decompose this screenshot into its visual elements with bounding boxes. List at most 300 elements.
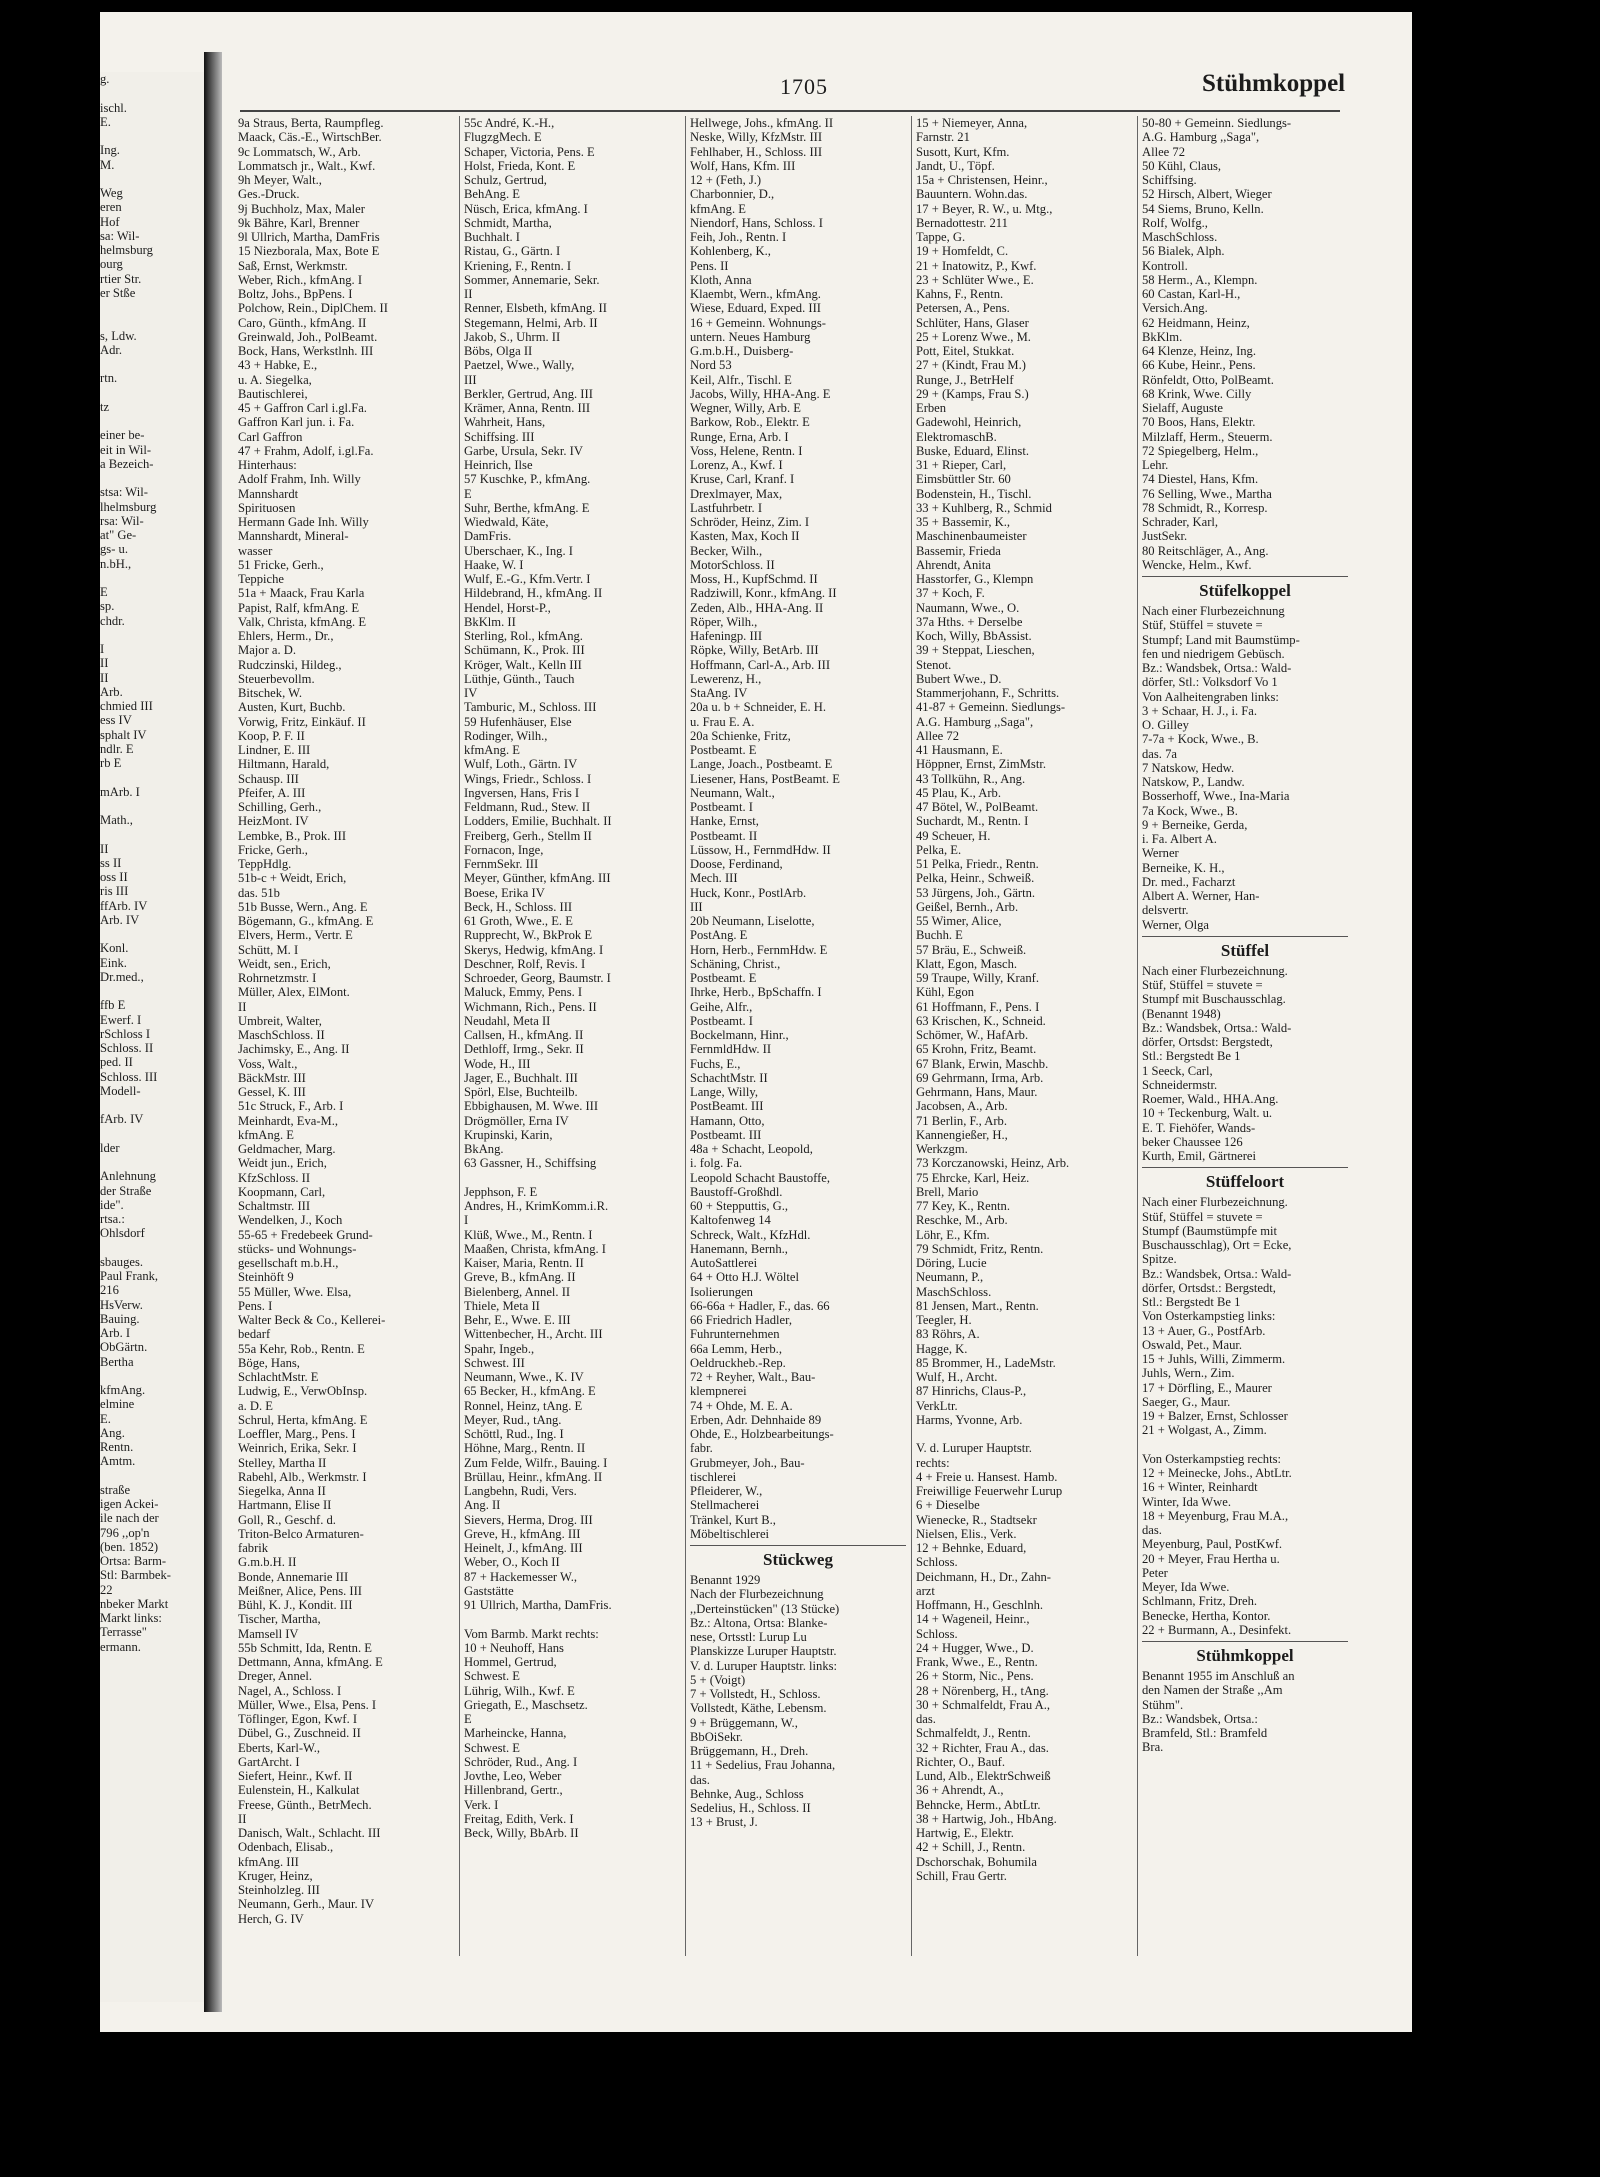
entry-line: Postbeamt. I (690, 800, 753, 814)
entry-line: Mech. III (690, 871, 738, 886)
left-fragment-line: eren (100, 200, 122, 215)
entry-line: 53 Jürgens, Joh., Gärtn. (916, 885, 1036, 900)
entry-line: Voss, Helene, Rentn. I (690, 443, 803, 458)
left-fragment-line: Terrasse" (100, 1625, 147, 1640)
entry-line: 15 + Niemeyer, Anna, (916, 116, 1028, 130)
entry-line: Bitschek, W. (238, 686, 303, 700)
entry-line: A.G. Hamburg ,,Saga", (916, 714, 1034, 729)
entry-line: Kannengießer, H., (916, 1127, 1008, 1142)
entry-line: Schill, Frau Gertr. (916, 1868, 1007, 1883)
entry-line: Natskow, P., Landw. (1142, 775, 1245, 789)
entry-line: Liesener, Hans, PostBeamt. E (690, 771, 840, 786)
entry-line: 39 + Steppat, Lieschen, (916, 643, 1035, 658)
entry-line: Grubmeyer, Joh., Bau- (690, 1455, 805, 1470)
entry-line: 26 + Storm, Nic., Pens. (916, 1669, 1034, 1684)
left-fragment-line (100, 984, 212, 998)
entry-line: 55a Kehr, Rob., Rentn. E (238, 1341, 365, 1356)
entry-line: Stumpf mit Buschausschlag. (1142, 992, 1286, 1007)
entry-line: Voss, Walt., (238, 1056, 298, 1071)
entry-line: II (464, 287, 473, 301)
entry-line: Möbeltischlerei (690, 1526, 770, 1541)
entry-line: Nagel, A., Schloss. I (238, 1683, 342, 1698)
entry-line: Zeden, Alb., HHA-Ang. II (690, 600, 824, 615)
entry-line: E (464, 1712, 472, 1726)
entry-line: Hellwege, Johs., kfmAng. II (690, 116, 834, 130)
entry-line: Odenbach, Elisab., (238, 1840, 334, 1855)
entry-line: Heinrich, Ilse (464, 458, 533, 472)
left-fragment-line: Ang. (100, 1425, 125, 1440)
entry-line: Verk. I (464, 1797, 499, 1812)
entry-line: 45 + Gaffron Carl i.gl.Fa. (238, 401, 367, 415)
left-fragment-line: lder (100, 1140, 120, 1155)
entry-line: Beck, Willy, BbArb. II (464, 1826, 579, 1840)
entry-line: Ingversen, Hans, Fris I (464, 785, 580, 800)
entry-line: Sommer, Annemarie, Sekr. (464, 272, 600, 287)
entry-line: Stammerjohann, F., Schritts. (916, 686, 1060, 700)
entry-line: Buschausschlag), Ort = Ecke, (1142, 1238, 1292, 1252)
column-2 (464, 116, 680, 1956)
entry-line: Erben (916, 401, 947, 415)
entry-line: 50-80 + Gemeinn. Siedlungs- (1142, 116, 1292, 130)
entry-line: klempnerei (690, 1384, 747, 1399)
entry-line: Werner, Olga (1142, 917, 1210, 932)
entry-line: Bielenberg, Annel. II (464, 1284, 571, 1299)
left-fragment-line: Rentn. (100, 1440, 134, 1454)
left-fragment-line: eit in Wil- (100, 442, 152, 457)
entry-line: Suhr, Berthe, kfmAng. E (464, 500, 590, 515)
entry-line: Hermann Gade Inh. Willy (238, 515, 369, 529)
entry-line: Weber, O., Koch II (464, 1555, 560, 1570)
left-fragment-line: Weg (100, 186, 123, 200)
entry-line: 71 Berlin, F., Arb. (916, 1113, 1007, 1128)
entry-line: 28 + Nörenberg, H., tAng. (916, 1683, 1049, 1698)
entry-line: Berkler, Gertrud, Ang. III (464, 386, 593, 401)
entry-line: Werner (1142, 846, 1179, 861)
entry-line: Buske, Eduard, Elinst. (916, 443, 1029, 458)
left-fragment-line: nbeker Markt (100, 1596, 169, 1611)
entry-line: Neumann, P., (916, 1270, 984, 1285)
entry-line: Charbonnier, D., (690, 187, 775, 202)
entry-line: 51b-c + Weidt, Erich, (238, 871, 347, 886)
entry-line: Sievers, Herma, Drog. III (464, 1512, 593, 1527)
entry-line: 51 Pelka, Friedr., Rentn. (916, 857, 1039, 871)
entry-line: Behr, E., Wwe. E. III (464, 1313, 571, 1327)
entry-line: Freiwillige Feuerwehr Lurup (916, 1484, 1063, 1498)
entry-line: Neumann, Wwe., K. IV (464, 1370, 584, 1384)
entry-line: 83 Röhrs, A. (916, 1327, 980, 1342)
entry-line: Koopmann, Carl, (238, 1184, 326, 1199)
entry-line: 31 + Rieper, Carl, (916, 458, 1007, 472)
entry-line: 63 Krischen, K., Schneid. (916, 1013, 1046, 1028)
entry-line: 43 Tollkühn, R., Ang. (916, 771, 1026, 786)
left-fragment-line (100, 129, 212, 143)
entry-line: 76 Selling, Wwe., Martha (1142, 486, 1272, 501)
entry-line: Freiberg, Gerh., Stellm II (464, 828, 592, 843)
entry-line: 9l Ullrich, Martha, DamFris (238, 230, 380, 244)
entry-line: 20 + Meyer, Frau Hertha u. (1142, 1551, 1280, 1566)
column-divider (459, 116, 460, 1956)
entry-line: Kaltofenweg 14 (690, 1213, 771, 1228)
entry-line: Schreck, Walt., KfzHdl. (690, 1227, 811, 1242)
entry-line: V. d. Luruper Hauptstr. (916, 1441, 1032, 1456)
entry-line: 68 Krink, Wwe. Cilly (1142, 386, 1252, 401)
entry-line: Stl.: Bergstedt Be 1 (1142, 1049, 1241, 1064)
left-fragment-line: ffb E (100, 998, 126, 1013)
entry-line: VerkLtr. (916, 1398, 958, 1413)
entry-line: A.G. Hamburg ,,Saga", (1142, 130, 1260, 145)
entry-line: Nüsch, Erica, kfmAng. I (464, 201, 588, 216)
entry-line: 15a + Christensen, Heinr., (916, 173, 1048, 187)
entry-line: Geihe, Alfr., (690, 999, 753, 1014)
entry-line: Lommatsch jr., Walt., Kwf. (238, 158, 376, 173)
entry-line: delsvertr. (1142, 903, 1189, 918)
entry-line: 5 + (Voigt) (690, 1672, 746, 1687)
entry-line: Uberschaer, K., Ing. I (464, 543, 573, 558)
left-fragment-line (100, 1241, 212, 1255)
left-fragment-line (100, 1155, 212, 1169)
entry-line: 55 Müller, Wwe. Elsa, (238, 1284, 352, 1299)
entry-line: Stumpf; Land mit Baumstümp- (1142, 632, 1300, 647)
entry-line: 14 + Wageneil, Heinr., (916, 1612, 1030, 1627)
entry-line: Oswald, Pet., Maur. (1142, 1337, 1243, 1352)
entry-line: das. (690, 1772, 710, 1787)
entry-line: Elvers, Herm., Vertr. E (238, 928, 353, 943)
entry-line: Stegemann, Helmi, Arb. II (464, 315, 598, 330)
left-fragment-line: ile nach der (100, 1511, 159, 1526)
left-fragment-line: Ewerf. I (100, 1012, 142, 1027)
entry-line: BkAng. (464, 1142, 504, 1156)
entry-line: Buchhalt. I (464, 230, 520, 244)
entry-line: gesellschaft m.b.H., (238, 1256, 339, 1270)
entry-line: nese, Ortsstl: Lurup Lu (690, 1630, 807, 1644)
entry-line: Allee 72 (1142, 144, 1186, 159)
entry-line: Schmidt, Martha, (464, 215, 552, 230)
entry-line: Herch, G. IV (238, 1911, 304, 1926)
entry-line: Nach einer Flurbezeichnung (1142, 604, 1285, 618)
entry-line: Schrul, Herta, kfmAng. E (238, 1412, 368, 1427)
entry-line: Runge, Erna, Arb. I (690, 429, 789, 444)
left-fragment-line: I (100, 642, 105, 656)
entry-line: den Namen der Straße ,,Am (1142, 1683, 1283, 1698)
entry-line: Lewerenz, H., (690, 671, 762, 686)
left-fragment-line (100, 770, 212, 784)
entry-line: Schilling, Gerh., (238, 800, 322, 814)
left-fragment-line (100, 414, 212, 428)
entry-line: Hamann, Otto, (690, 1113, 765, 1128)
entry-line: Hafeningp. III (690, 629, 763, 643)
entry-line: Wulf, H., Archt. (916, 1370, 998, 1384)
entry-line: 58 Herm., A., Klempn. (1142, 272, 1258, 287)
entry-line: Bz.: Wandsbek, Ortsa.: Wald- (1142, 1266, 1292, 1281)
entry-line: 73 Korczanowski, Heinz, Arb. (916, 1156, 1070, 1171)
entry-line: Vom Barmb. Markt rechts: (464, 1626, 599, 1641)
entry-line: Maschinenbaumeister (916, 529, 1027, 544)
entry-line: Koch, Willy, BbAssist. (916, 629, 1032, 643)
entry-line: Carl Gaffron (238, 429, 303, 444)
entry-line: fen und niedrigem Gebüsch. (1142, 646, 1285, 661)
left-fragment-line: rtn. (100, 371, 118, 386)
entry-line: Lastfuhrbetr. I (690, 500, 763, 515)
entry-line: Jandt, U., Töpf. (916, 158, 995, 173)
left-fragment-line: ess IV (100, 713, 132, 728)
entry-line: 55 Wimer, Alice, (916, 914, 1002, 928)
entry-line: Geißel, Bernh., Arb. (916, 899, 1019, 914)
entry-line: 22 + Burmann, A., Desinfekt. (1142, 1622, 1292, 1637)
entry-line: Schiffsing. III (464, 429, 535, 444)
left-fragment-line: rtier Str. (100, 271, 142, 286)
entry-line: 51a + Maack, Frau Karla (238, 586, 365, 601)
left-fragment-line: er Stße (100, 285, 136, 300)
entry-line: Ludwig, E., VerwObInsp. (238, 1384, 368, 1399)
entry-line: 51c Struck, F., Arb. I (238, 1099, 344, 1114)
entry-line: Stelley, Martha II (238, 1455, 327, 1470)
entry-line: 25 + Lorenz Wwe., M. (916, 329, 1031, 344)
entry-line: Töflinger, Egon, Kwf. I (238, 1712, 358, 1726)
entry-line: 9k Bähre, Karl, Brenner (238, 215, 360, 230)
left-fragment-line: 22 (100, 1582, 113, 1597)
entry-line: Höppner, Ernst, ZimMstr. (916, 757, 1046, 772)
entry-line: Kurth, Emil, Gärtnerei (1142, 1149, 1257, 1163)
entry-line: 66 Kube, Heinr., Pens. (1142, 358, 1256, 373)
left-fragment-line: Dr.med., (100, 969, 144, 984)
left-fragment-line: Ohlsdorf (100, 1226, 145, 1241)
left-fragment-line: ischl. (100, 100, 127, 115)
left-fragment-line: sa: Wil- (100, 228, 140, 243)
entry-line: 63 Gassner, H., Schiffsing (464, 1156, 597, 1171)
entry-line: Hanemann, Bernh., (690, 1241, 788, 1256)
entry-line: 60 + Stepputtis, G., (690, 1199, 789, 1213)
entry-line: Koop, P. F. II (238, 728, 305, 743)
entry-line: I (464, 1213, 469, 1228)
entry-line: 15 + Juhls, Willi, Zimmerm. (1142, 1352, 1286, 1366)
entry-line: Barkow, Rob., Elektr. E (690, 415, 810, 430)
entry-line: Müller, Alex, ElMont. (238, 985, 350, 1000)
entry-line: Behnke, Aug., Schloss (690, 1786, 804, 1801)
entry-line: Löhr, E., Kfm. (916, 1227, 990, 1242)
entry-line: Weidt, sen., Erich, (238, 956, 331, 971)
entry-line: Benannt 1929 (690, 1573, 761, 1587)
entry-line (464, 1171, 680, 1185)
entry-line: 13 + Brust, J. (690, 1815, 758, 1830)
running-head-street: Stühmkoppel (1202, 70, 1346, 97)
entry-line: Schiffsing. (1142, 173, 1197, 187)
entry-line: Buchh. E (916, 928, 963, 943)
left-fragment-line: Anlehnung (100, 1169, 156, 1184)
left-fragment-line: Eink. (100, 955, 127, 970)
entry-line: Rönfeldt, Otto, PolBeamt. (1142, 372, 1274, 387)
entry-line: Maluck, Emmy, Pens. I (464, 985, 583, 1000)
entry-line: Neske, Willy, KfzMstr. III (690, 130, 823, 145)
entry-line: Stüf, Stüffel = stuvete = (1142, 618, 1263, 633)
entry-line: Neudahl, Meta II (464, 1013, 551, 1028)
left-fragment-line: mArb. I (100, 784, 140, 799)
entry-line: fabrik (238, 1541, 269, 1555)
entry-line: Bernadottestr. 211 (916, 215, 1008, 230)
entry-line: untern. Neues Hamburg (690, 329, 811, 344)
entry-line: das. 51b (238, 885, 280, 900)
entry-line: Peter (1142, 1565, 1168, 1580)
entry-line (464, 1612, 680, 1626)
left-fragment-line: Arb. IV (100, 912, 140, 927)
entry-line: Mamsell IV (238, 1626, 299, 1641)
entry-line: Deichmann, H., Dr., Zahn- (916, 1569, 1051, 1584)
entry-line: Stüf, Stüffel = stuvete = (1142, 1209, 1263, 1224)
entry-line: Leopold Schacht Baustoffe, (690, 1170, 831, 1185)
entry-line: 49 Scheuer, H. (916, 828, 991, 843)
entry-line: Stenot. (916, 657, 952, 672)
entry-line: 7 + Vollstedt, H., Schloss. (690, 1687, 821, 1701)
entry-line: Schütt, M. I (238, 942, 299, 957)
entry-line: Moss, H., KupfSchmd. II (690, 572, 818, 586)
entry-line: 61 Groth, Wwe., E. E (464, 914, 573, 928)
entry-line: Nach der Flurbezeichnung (690, 1587, 824, 1602)
entry-line: Wahrheit, Hans, (464, 415, 546, 430)
left-page-fragment (100, 72, 212, 2002)
entry-line: Callsen, H., kfmAng. II (464, 1028, 584, 1042)
entry-line: kfmAng. E (690, 201, 746, 216)
entry-line: Wegner, Willy, Arb. E (690, 401, 801, 415)
entry-line: 4 + Freie u. Hansest. Hamb. (916, 1469, 1058, 1484)
entry-line: Schmalfeldt, J., Rentn. (916, 1726, 1031, 1741)
left-fragment-line: Adr. (100, 342, 123, 357)
entry-line: Planskizze Luruper Hauptstr. (690, 1644, 837, 1659)
entry-line: Von Aalheitengraben links: (1142, 689, 1279, 704)
entry-line: Steinholzleg. III (238, 1883, 320, 1897)
entry-line: Loeffler, Marg., Pens. I (238, 1427, 356, 1441)
entry-line: GartArcht. I (238, 1754, 300, 1769)
entry-line: 74 Diestel, Hans, Kfm. (1142, 472, 1259, 487)
entry-line: Krupinski, Karin, (464, 1127, 553, 1142)
entry-line: SchachtMstr. II (690, 1070, 768, 1085)
entry-line: das. (1142, 1523, 1162, 1537)
entry-line: Siefert, Heinr., Kwf. II (238, 1769, 353, 1783)
entry-line: Hommel, Gertrud, (464, 1655, 557, 1669)
left-fragment-line: Bauing. (100, 1311, 140, 1326)
entry-line: Schäning, Christ., (690, 956, 781, 971)
entry-line: Bodenstein, H., Tischl. (916, 486, 1032, 501)
left-fragment-line: oss II (100, 870, 128, 884)
entry-line: Meyer, Günther, kfmAng. III (464, 871, 611, 886)
entry-line: Kruse, Carl, Kranf. I (690, 472, 795, 487)
entry-line: Nach einer Flurbezeichnung. (1142, 963, 1288, 978)
entry-line: Freitag, Edith, Verk. I (464, 1811, 574, 1826)
entry-line: 87 Hinrichs, Claus-P., (916, 1384, 1027, 1399)
entry-line: FernmSekr. III (464, 857, 539, 871)
entry-line: Spitze. (1142, 1252, 1177, 1267)
left-fragment-line: a Bezeich- (100, 456, 154, 471)
left-fragment-line (100, 172, 212, 186)
entry-line: Schümann, K., Prok. III (464, 643, 585, 658)
entry-line: Keil, Alfr., Tischl. E (690, 372, 792, 387)
entry-line: Wittenbecher, H., Archt. III (464, 1327, 603, 1342)
left-fragment-line: Schloss. II (100, 1041, 154, 1055)
entry-line: Suchardt, M., Rentn. I (916, 814, 1029, 829)
entry-line: Danisch, Walt., Schlacht. III (238, 1826, 381, 1840)
entry-line: Pfeifer, A. III (238, 785, 306, 800)
entry-line: Griegath, E., Maschsetz. (464, 1697, 588, 1712)
left-fragment-line: Arb. (100, 684, 123, 699)
entry-line: 62 Heidmann, Heinz, (1142, 315, 1250, 330)
entry-line: IV (464, 686, 478, 700)
entry-line: Jepphson, F. E (464, 1184, 538, 1199)
left-fragment-line: ourg (100, 257, 123, 272)
entry-line: Stühm". (1142, 1697, 1184, 1712)
entry-line: Klaembt, Wern., kfmAng. (690, 287, 821, 301)
entry-line: 7a Kock, Wwe., B. (1142, 803, 1238, 818)
left-fragment-line: Ortsa: Barm- (100, 1554, 167, 1568)
street-heading: Stühmkoppel (1142, 1641, 1348, 1667)
entry-line: Fornacon, Inge, (464, 842, 544, 857)
entry-line: Eulenstein, H., Kalkulat (238, 1783, 360, 1798)
entry-line: Saß, Ernst, Werkmstr. (238, 258, 348, 273)
entry-line: 69 Gehrmann, Irma, Arb. (916, 1070, 1044, 1085)
entry-line: FlugzgMech. E (464, 130, 542, 145)
entry-line: bedarf (238, 1327, 271, 1342)
entry-line: 23 + Schlüter Wwe., E. (916, 272, 1034, 287)
entry-line: 9j Buchholz, Max, Maler (238, 201, 365, 216)
entry-line: BbOiSekr. (690, 1729, 743, 1744)
left-fragment-line: chdr. (100, 613, 125, 628)
entry-line: 55-65 + Fredebeek Grund- (238, 1227, 373, 1242)
left-fragment-line: einer be- (100, 428, 145, 443)
entry-line: Bock, Hans, Werkstlnh. III (238, 344, 374, 358)
entry-line: 54 Siems, Bruno, Kelln. (1142, 201, 1264, 216)
entry-line: Dreger, Annel. (238, 1669, 312, 1684)
entry-line: 66-66a + Hadler, F., das. 66 (690, 1298, 830, 1313)
entry-line: Dübel, G., Zuschneid. II (238, 1726, 361, 1741)
entry-line: 16 + Winter, Reinhardt (1142, 1480, 1258, 1495)
entry-line: Ristau, G., Gärtn. I (464, 244, 561, 259)
left-fragment-line: Stl: Barmbek- (100, 1568, 172, 1583)
entry-line: (Benannt 1948) (1142, 1006, 1221, 1021)
entry-line: wasser (238, 543, 273, 558)
left-fragment-line (100, 827, 212, 841)
entry-line: Polchow, Rein., DiplChem. II (238, 301, 388, 316)
left-fragment-line: HsVerw. (100, 1297, 143, 1312)
entry-line: Doose, Ferdinand, (690, 857, 783, 871)
entry-line: 48a + Schacht, Leopold, (690, 1142, 813, 1156)
entry-line: Röper, Wilh., (690, 614, 758, 629)
entry-line: Benecke, Hertha, Kontor. (1142, 1608, 1271, 1623)
entry-line: 17 + Beyer, R. W., u. Mtg., (916, 201, 1053, 216)
entry-line: Von Osterkampstieg links: (1142, 1309, 1276, 1324)
entry-line: 9a Straus, Berta, Raumpfleg. (238, 116, 384, 130)
column-divider (1137, 116, 1138, 1956)
entry-line: Beck, H., Schloss. III (464, 899, 573, 914)
left-fragment-line (100, 1098, 212, 1112)
header-rule (240, 110, 1340, 112)
entry-line: Boese, Erika IV (464, 885, 545, 900)
entry-line: Langbehn, Rudi, Vers. (464, 1484, 577, 1498)
entry-line: Dettmann, Anna, kfmAng. E (238, 1655, 383, 1669)
left-fragment-line (100, 300, 212, 314)
entry-line: Rolf, Wolfg., (1142, 215, 1208, 230)
entry-line: Schloss. (916, 1555, 958, 1570)
entry-line: kfmAng. E (464, 743, 520, 757)
entry-line: Hanke, Ernst, (690, 814, 759, 829)
entry-line: 60 Castan, Karl-H., (1142, 287, 1241, 301)
left-fragment-line: Amtm. (100, 1454, 136, 1469)
entry-line: Brüggemann, H., Dreh. (690, 1744, 809, 1758)
column-4 (916, 116, 1132, 1956)
left-fragment-line: M. (100, 157, 115, 172)
left-fragment-line: 216 (100, 1283, 119, 1298)
entry-line: Heinelt, J., kfmAng. III (464, 1541, 583, 1555)
entry-line: Gaffron Karl jun. i. Fa. (238, 415, 355, 430)
entry-line: Wiedwald, Käte, (464, 515, 549, 529)
left-fragment-line: gs- u. (100, 542, 128, 557)
column-divider (911, 116, 912, 1956)
